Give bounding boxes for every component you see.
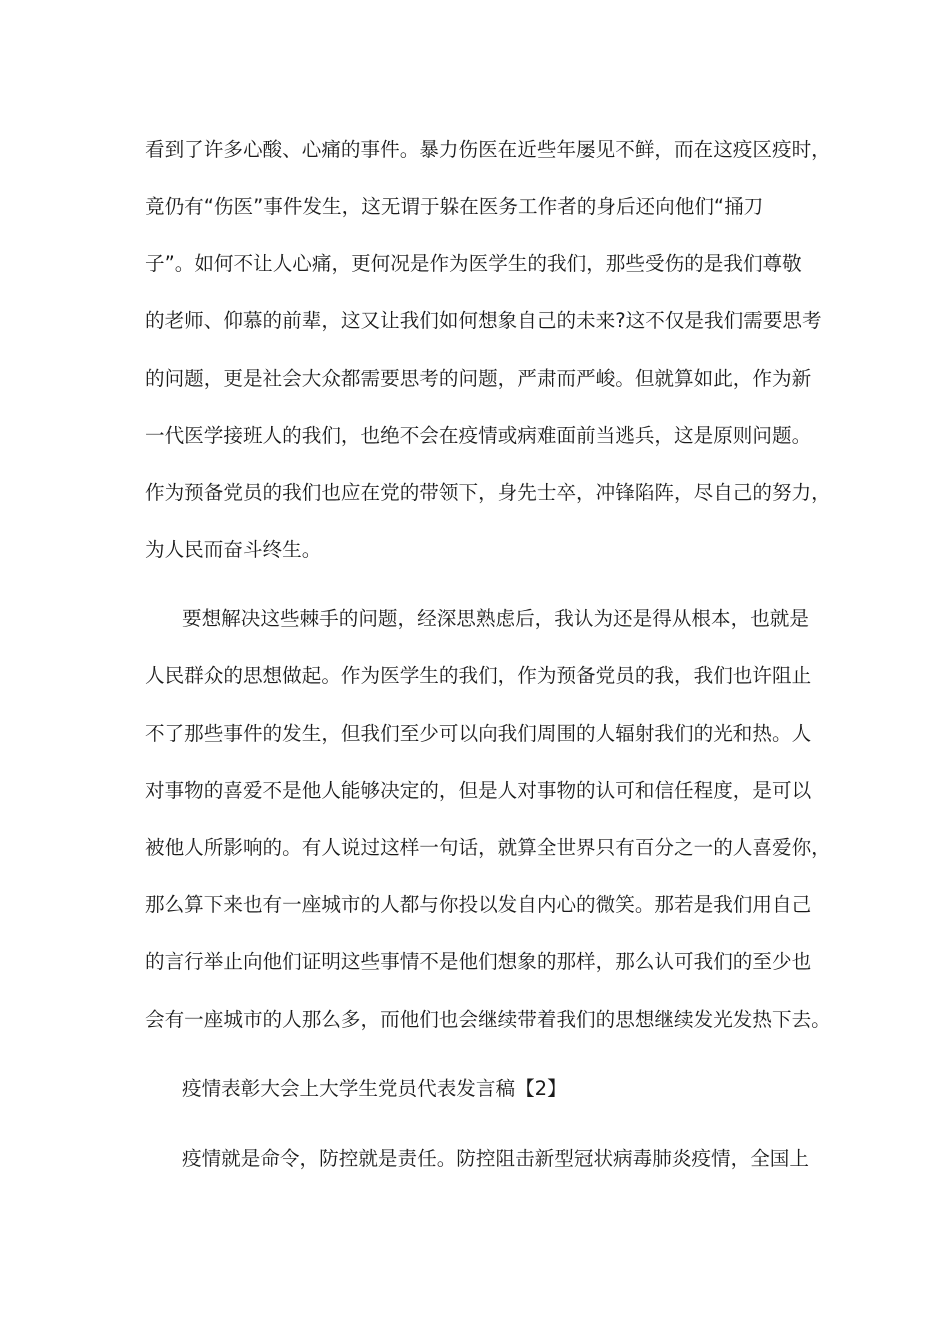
text-line: 竟仍有“伤医”事件发生，这无谓于躲在医务工作者的身后还向他们“捅刀 [145,195,764,218]
text-line: 疫情就是命令，防控就是责任。防控阻击新型冠状病毒肺炎疫情，全国上 [182,1147,809,1170]
text-line: 的老师、仰慕的前辈，这又让我们如何想象自己的未来?这不仅是我们需要思考 [145,309,822,332]
text-line: 对事物的喜爱不是他人能够决定的，但是人对事物的认可和信任程度，是可以 [145,779,812,802]
text-line: 子”。如何不让人心痛，更何况是作为医学生的我们，那些受伤的是我们尊敬 [145,252,802,275]
text-line: 被他人所影响的。有人说过这样一句话，就算全世界只有百分之一的人喜爱你， [145,836,831,859]
text-line: 的问题，更是社会大众都需要思考的问题，严肃而严峻。但就算如此，作为新 [145,367,812,390]
heading-text: 疫情表彰大会上大学生党员代表发言稿【2】 [182,1077,567,1100]
text-line: 人民群众的思想做起。作为医学生的我们，作为预备党员的我，我们也许阻止 [145,664,812,687]
text-line: 一代医学接班人的我们，也绝不会在疫情或病难面前当逃兵，这是原则问题。 [145,424,812,447]
text-line: 不了那些事件的发生，但我们至少可以向我们周围的人辐射我们的光和热。人 [145,722,812,745]
text-line: 会有一座城市的人那么多，而他们也会继续带着我们的思想继续发光发热下去。 [145,1008,831,1031]
text-line: 作为预备党员的我们也应在党的带领下，身先士卒，冲锋陷阵，尽自己的努力， [145,481,831,504]
text-line: 要想解决这些棘手的问题，经深思熟虑后，我认为还是得从根本，也就是 [182,607,809,630]
text-line: 看到了许多心酸、心痛的事件。暴力伤医在近些年屡见不鲜，而在这疫区疫时， [145,138,831,161]
text-line: 为人民而奋斗终生。 [145,538,322,561]
text-line: 那么算下来也有一座城市的人都与你投以发自内心的微笑。那若是我们用自己 [145,893,812,916]
text-line: 的言行举止向他们证明这些事情不是他们想象的那样，那么认可我们的至少也 [145,950,812,973]
